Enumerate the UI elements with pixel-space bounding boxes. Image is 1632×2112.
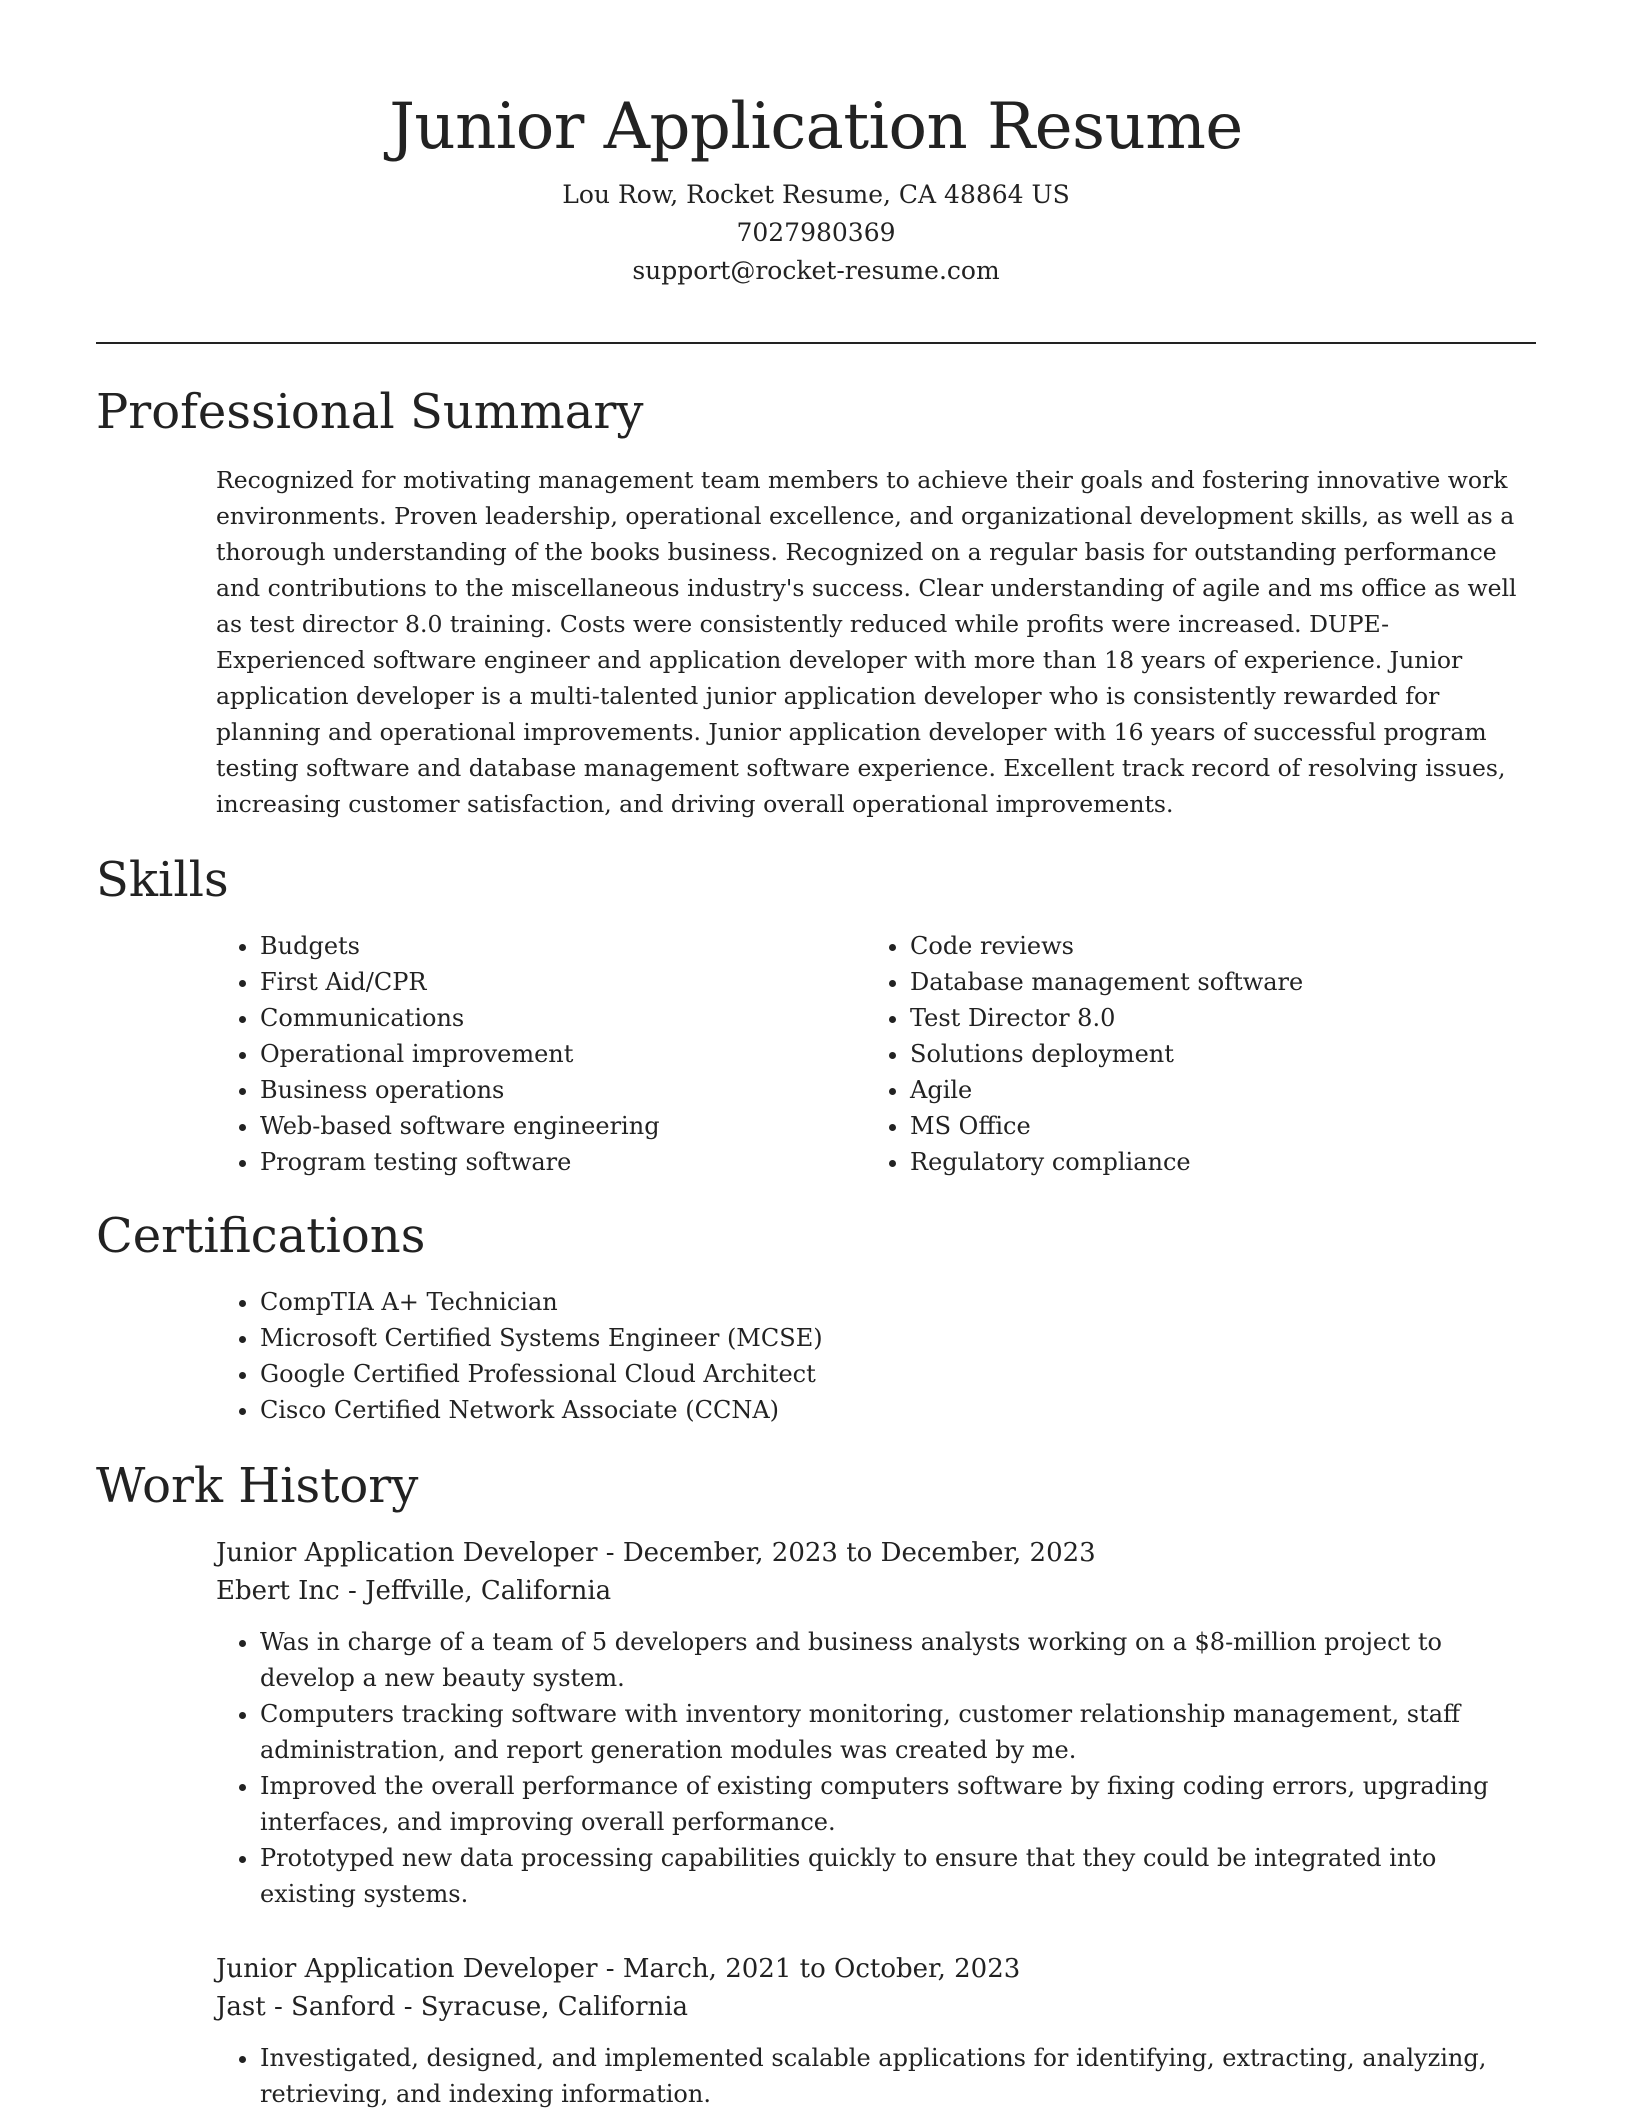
job-title: Junior Application Developer (216, 1538, 598, 1568)
certification-item: • Google Certified Professional Cloud Architect (260, 1356, 1216, 1392)
summary-heading: Professional Summary (96, 384, 644, 440)
job-title: Junior Application Developer (216, 1954, 598, 1984)
certification-item: • CompTIA A+ Technician (260, 1284, 1216, 1320)
job-title-line (216, 1950, 1536, 1988)
skill-item: • Regulatory compliance (910, 1144, 1506, 1180)
resume-title: Junior Application Resume (389, 90, 1243, 164)
certification-item: • Cisco Certified Network Associate (CCNA) (260, 1392, 1216, 1428)
skill-item: • Program testing software (260, 1144, 856, 1180)
contact-phone: 7027980369 (736, 218, 896, 247)
separator: - (597, 1538, 623, 1568)
job-entry (216, 1950, 1536, 2112)
skill-item: • Business operations (260, 1072, 856, 1108)
skill-item: • Agile (910, 1072, 1506, 1108)
skills-column-left (216, 928, 856, 1180)
job-company: Ebert Inc (216, 1576, 340, 1606)
job-dates: December, 2023 to December, 2023 (622, 1538, 1096, 1568)
job-bullets (216, 1624, 1536, 1912)
job-location: Syracuse, California (420, 1992, 689, 2022)
skills-heading: Skills (96, 852, 229, 908)
job-bullet: • Prototyped new data processing capabilities quickly to ensure that they could be integrated into existing systems. (260, 1840, 1536, 1912)
separator: - (597, 1954, 623, 1984)
skill-item: • Test Director 8.0 (910, 1000, 1506, 1036)
summary-text: Recognized for motivating management team members to achieve their goals and fostering innovative work environments. Proven leadership, operational excellence, and organizational development skills, as well as a thorough understanding of the books business. Recognized on a regular basis for outstanding performance and contributions to the miscellaneous industry's success. Clear understanding of agile and ms office as well as test director 8.0 training. Costs were consistently reduced while profits were increased. DUPE- Experienced software engineer and application developer with more than 18 years of experience. Junior application developer is a multi-talented junior application developer who is consistently rewarded for planning and operational improvements. Junior application developer with 16 years of successful program testing software and database management software experience. Excellent track record of resolving issues, increasing customer satisfaction, and driving overall operational improvements. (216, 466, 1517, 818)
skill-item: • Budgets (260, 928, 856, 964)
job-bullet: • Improved the overall performance of existing computers software by fixing coding errors, upgrading interfaces, and improving overall performance. (260, 1768, 1536, 1840)
certifications-heading: Certifications (96, 1208, 426, 1264)
skill-item: • MS Office (910, 1108, 1506, 1144)
separator: - (339, 1576, 366, 1606)
job-bullets (216, 2040, 1536, 2112)
job-company: Jast - Sanford (216, 1992, 396, 2022)
job-title-line (216, 1534, 1536, 1572)
header-divider (96, 342, 1536, 344)
resume-header (96, 78, 1536, 290)
skill-item: • Operational improvement (260, 1036, 856, 1072)
job-dates: March, 2021 to October, 2023 (622, 1954, 1021, 1984)
skill-item: • Code reviews (910, 928, 1506, 964)
skills-list-left (216, 928, 856, 1180)
job-location: Jeffville, California (365, 1576, 612, 1606)
job-entry (216, 1534, 1536, 1912)
skill-item: • Web-based software engineering (260, 1108, 856, 1144)
job-bullet: • Computers tracking software with inventory monitoring, customer relationship management, staff administration, and report generation modules was created by me. (260, 1696, 1536, 1768)
job-bullet: • Investigated, designed, and implemented scalable applications for identifying, extracting, analyzing, retrieving, and indexing information. (260, 2040, 1536, 2112)
job-bullet: • Was in charge of a team of 5 developers and business analysts working on a $8-million project to develop a new beauty system. (260, 1624, 1536, 1696)
contact-address: Lou Row, Rocket Resume, CA 48864 US (562, 180, 1070, 209)
certification-item: • Microsoft Certified Systems Engineer (MCSE) (260, 1320, 1216, 1356)
certifications-bullets (216, 1284, 1216, 1428)
skills-column-right (866, 928, 1506, 1180)
job-company-line (216, 1572, 1536, 1610)
contact-email: support@rocket-resume.com (632, 256, 1000, 285)
skill-item: • Solutions deployment (910, 1036, 1506, 1072)
job-company-line (216, 1988, 1536, 2026)
skill-item: • Database management software (910, 964, 1506, 1000)
separator: - (395, 1992, 421, 2022)
certifications-list (216, 1284, 1216, 1428)
work-history-heading: Work History (96, 1458, 419, 1514)
skill-item: • Communications (260, 1000, 856, 1036)
skill-item: • First Aid/CPR (260, 964, 856, 1000)
skills-list-right (866, 928, 1506, 1180)
